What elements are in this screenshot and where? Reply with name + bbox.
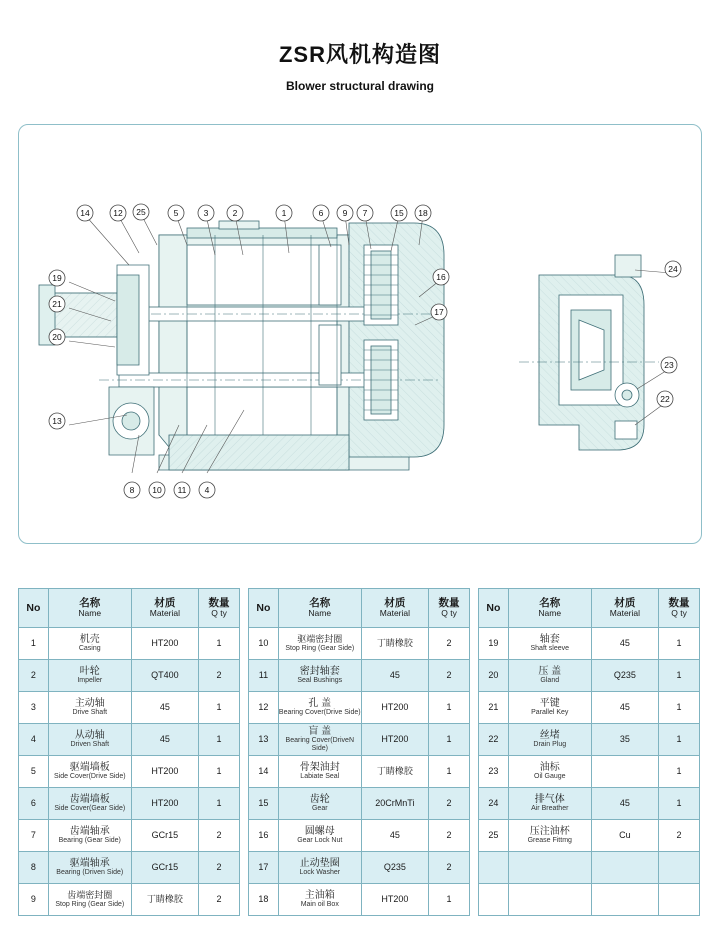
cell-name [508, 788, 591, 820]
parts-table-3 [478, 588, 700, 916]
table-header-row [249, 589, 470, 628]
cell-name-cn: 叶轮 [79, 665, 100, 677]
callout-label-9: 9 [342, 208, 348, 219]
callout-label-7: 7 [362, 208, 368, 219]
table-row [479, 724, 700, 756]
cell-name [48, 660, 131, 692]
callout-label-1: 1 [281, 208, 287, 219]
callout-label-22: 22 [660, 394, 670, 405]
cell-material: HT200 [361, 692, 428, 724]
cell-material: 45 [131, 692, 198, 724]
cell-no: 14 [249, 756, 279, 788]
cell-name [278, 820, 361, 852]
cell-material: HT200 [361, 884, 428, 916]
cell-qty [659, 852, 700, 884]
cell-no: 12 [249, 692, 279, 724]
col-name: 名称 Name [48, 589, 131, 628]
table-row [19, 852, 240, 884]
cell-qty: 1 [659, 692, 700, 724]
cell-material: 20CrMnTi [361, 788, 428, 820]
callout-label-6: 6 [318, 208, 324, 219]
table-row [249, 692, 470, 724]
cell-qty: 1 [659, 628, 700, 660]
cell-qty: 1 [659, 756, 700, 788]
cell-name [48, 884, 131, 916]
cell-material: GCr15 [131, 852, 198, 884]
table-row [19, 756, 240, 788]
cell-name [278, 852, 361, 884]
cell-name-cn: 齿端密封圈 [67, 890, 113, 901]
cell-no: 13 [249, 724, 279, 756]
table-row [249, 660, 470, 692]
table-row [19, 692, 240, 724]
cell-qty: 1 [659, 660, 700, 692]
cell-name-en: Side Cover(Gear Side) [54, 805, 126, 813]
cell-name-cn: 平键 [539, 697, 560, 709]
table-row [19, 788, 240, 820]
cell-name [508, 660, 591, 692]
cell-qty: 2 [429, 628, 470, 660]
cell-name-en: Seal Bushings [297, 677, 343, 685]
cell-qty: 2 [199, 660, 240, 692]
cell-material: 丁睛橡胶 [361, 628, 428, 660]
cell-material [591, 852, 658, 884]
col-no: No [479, 589, 509, 628]
cell-material: HT200 [361, 724, 428, 756]
cell-qty: 2 [659, 820, 700, 852]
cell-name-cn: 油标 [539, 761, 560, 773]
table-row [479, 628, 700, 660]
table-header-row [479, 589, 700, 628]
cell-name [278, 660, 361, 692]
table-row [479, 756, 700, 788]
cell-name-cn: 孔 盖 [308, 697, 332, 709]
cell-no: 21 [479, 692, 509, 724]
cell-material: GCr15 [131, 820, 198, 852]
cell-name [278, 884, 361, 916]
cell-no: 16 [249, 820, 279, 852]
cell-name [508, 756, 591, 788]
table-header-row [19, 589, 240, 628]
cell-name [48, 788, 131, 820]
cell-name-cn: 止动垫圈 [299, 857, 340, 869]
cell-material: 45 [591, 692, 658, 724]
cell-name-en: Lock Washer [299, 869, 341, 877]
col-no: No [249, 589, 279, 628]
cell-qty: 1 [199, 692, 240, 724]
cell-qty: 1 [429, 724, 470, 756]
cell-name-en: Stop Ring (Gear Side) [55, 900, 125, 908]
table-row [249, 724, 470, 756]
cell-qty: 2 [199, 884, 240, 916]
callout-label-8: 8 [129, 485, 135, 496]
cell-name [48, 692, 131, 724]
table-row [479, 788, 700, 820]
cell-name-en: Air Breather [531, 805, 569, 813]
table-row [479, 692, 700, 724]
cell-name-cn: 圆螺母 [304, 825, 335, 837]
cell-qty: 2 [429, 820, 470, 852]
cell-name [278, 724, 361, 756]
table-row [19, 724, 240, 756]
cell-name [508, 724, 591, 756]
cell-name [48, 852, 131, 884]
col-name: 名称 Name [508, 589, 591, 628]
cell-name [48, 724, 131, 756]
cell-qty: 2 [199, 820, 240, 852]
cell-no: 1 [19, 628, 49, 660]
cell-name [48, 628, 131, 660]
cell-no: 6 [19, 788, 49, 820]
parts-list-tables [18, 588, 702, 916]
page-header [0, 0, 720, 93]
cell-name [508, 692, 591, 724]
cell-material: Q235 [361, 852, 428, 884]
cell-material: Cu [591, 820, 658, 852]
cell-name-en: Drain Plug [533, 741, 567, 749]
cell-qty: 1 [199, 756, 240, 788]
cell-name [278, 788, 361, 820]
callout-label-4: 4 [204, 485, 210, 496]
col-material: 材质 Material [361, 589, 428, 628]
col-no: No [19, 589, 49, 628]
cell-no [479, 884, 509, 916]
table-row [19, 628, 240, 660]
callout-label-25: 25 [136, 207, 146, 218]
cell-name-en: Driven Shaft [70, 741, 110, 749]
cell-no: 2 [19, 660, 49, 692]
cell-qty: 2 [429, 660, 470, 692]
callout-label-23: 23 [664, 360, 674, 371]
cell-no: 7 [19, 820, 49, 852]
cell-name [278, 756, 361, 788]
cell-qty [659, 884, 700, 916]
cell-no: 22 [479, 724, 509, 756]
cell-qty: 1 [429, 756, 470, 788]
cell-qty: 1 [429, 692, 470, 724]
callout-label-3: 3 [203, 208, 209, 219]
cell-name-en: Bearing (Gear Side) [58, 837, 121, 845]
callout-label-21: 21 [52, 299, 62, 310]
cell-no: 5 [19, 756, 49, 788]
table-row [19, 660, 240, 692]
cell-qty: 1 [429, 884, 470, 916]
cell-name [278, 628, 361, 660]
cell-name [508, 628, 591, 660]
cell-qty: 1 [199, 788, 240, 820]
callout-label-24: 24 [668, 264, 678, 275]
cell-qty: 2 [199, 852, 240, 884]
callout-label-12: 12 [113, 208, 123, 219]
cell-name-cn: 驱端轴承 [69, 857, 110, 869]
cell-no: 23 [479, 756, 509, 788]
table-row [249, 756, 470, 788]
cell-qty: 2 [429, 788, 470, 820]
cell-qty: 2 [429, 852, 470, 884]
cell-material: 45 [361, 820, 428, 852]
cell-no: 15 [249, 788, 279, 820]
cell-name-en: Main oil Box [300, 901, 339, 909]
cell-material [591, 756, 658, 788]
cell-material [591, 884, 658, 916]
drawing-frame [18, 124, 702, 544]
cell-name-en: Gear Lock Nut [297, 837, 343, 845]
cell-name-en: Casing [78, 645, 101, 653]
callout-label-18: 18 [418, 208, 428, 219]
cell-qty: 1 [199, 724, 240, 756]
cell-no: 10 [249, 628, 279, 660]
cell-name-cn: 齿轮 [309, 793, 330, 805]
callout-label-2: 2 [232, 208, 238, 219]
table-row [479, 852, 700, 884]
cell-name-en: Drive Shaft [72, 709, 108, 717]
cell-qty: 1 [199, 628, 240, 660]
cell-name-cn: 从动轴 [74, 729, 105, 741]
cell-no [479, 852, 509, 884]
cell-no: 25 [479, 820, 509, 852]
cell-qty: 1 [659, 724, 700, 756]
cell-no: 20 [479, 660, 509, 692]
col-qty: 数量 Q ty [429, 589, 470, 628]
cell-name-en: Impeller [77, 677, 103, 685]
cell-name-en: Oil Gauge [534, 773, 566, 781]
cell-no: 11 [249, 660, 279, 692]
cell-name-en: Grease Fittmg [527, 837, 572, 845]
table-row [479, 820, 700, 852]
table-row [479, 884, 700, 916]
cell-name-cn: 盲 盖 [308, 725, 332, 737]
cell-no: 18 [249, 884, 279, 916]
callout-label-19: 19 [52, 273, 62, 284]
cell-name-cn: 骨架油封 [299, 761, 340, 773]
cell-name-cn: 丝堵 [539, 729, 560, 741]
col-qty: 数量 Q ty [659, 589, 700, 628]
table-row [249, 628, 470, 660]
cell-name-cn: 机壳 [79, 633, 100, 645]
cell-material: QT400 [131, 660, 198, 692]
table-row [479, 660, 700, 692]
cell-no: 3 [19, 692, 49, 724]
callout-label-10: 10 [152, 485, 162, 496]
cell-no: 9 [19, 884, 49, 916]
cell-no: 8 [19, 852, 49, 884]
table-row [249, 788, 470, 820]
cell-name-en: Gear [311, 805, 328, 813]
cell-material: 丁睛橡胶 [131, 884, 198, 916]
cell-name-cn: 密封轴套 [299, 665, 340, 677]
cell-name [508, 820, 591, 852]
callout-label-16: 16 [436, 272, 446, 283]
cell-name-cn: 主动轴 [74, 697, 105, 709]
cell-name-en: Shaft sleeve [530, 645, 570, 653]
col-qty: 数量 Q ty [199, 589, 240, 628]
cell-material: 45 [131, 724, 198, 756]
page-title-en: Blower structural drawing [285, 79, 435, 93]
callout-label-20: 20 [52, 332, 62, 343]
cell-name-cn: 压注油杯 [529, 825, 570, 837]
cell-material: 45 [361, 660, 428, 692]
cell-name-en: Parallel Key [531, 709, 569, 717]
cell-name-cn: 排气体 [534, 793, 565, 805]
cell-name-en: Gland [540, 677, 560, 685]
cell-no: 4 [19, 724, 49, 756]
cell-name-cn: 驱端墙板 [69, 761, 110, 773]
cell-name-cn: 齿端轴承 [69, 825, 110, 837]
table-row [249, 852, 470, 884]
col-name: 名称 Name [278, 589, 361, 628]
callout-label-17: 17 [434, 307, 444, 318]
cell-no: 17 [249, 852, 279, 884]
table-row [249, 820, 470, 852]
cell-material: 45 [591, 628, 658, 660]
cell-material: Q235 [591, 660, 658, 692]
cell-name [48, 820, 131, 852]
parts-table-2 [248, 588, 470, 916]
cell-name-cn: 驱端密封圈 [297, 634, 343, 645]
parts-table-1 [18, 588, 240, 916]
cell-name [508, 884, 591, 916]
col-material: 材质 Material [131, 589, 198, 628]
table-row [19, 820, 240, 852]
callout-label-13: 13 [52, 416, 62, 427]
cell-name-en: Bearing (Driven Side) [56, 869, 124, 877]
cell-no: 19 [479, 628, 509, 660]
cell-name-cn: 主油箱 [304, 889, 335, 901]
cell-material: 35 [591, 724, 658, 756]
callout-label-11: 11 [177, 485, 187, 496]
cell-material: HT200 [131, 756, 198, 788]
cell-name-en: Bearing Cover(Drive Side) [278, 709, 361, 717]
cell-name-en: Stop Ring (Gear Side) [285, 644, 355, 652]
cell-name-en: Bearing Cover(DriveN Side) [285, 737, 354, 753]
cell-name [48, 756, 131, 788]
table-row [19, 884, 240, 916]
cell-name-cn: 齿端墙板 [69, 793, 110, 805]
cell-name-en: Side Cover(Drive Side) [53, 773, 126, 781]
col-material: 材质 Material [591, 589, 658, 628]
table-row [249, 884, 470, 916]
callout-label-14: 14 [80, 208, 90, 219]
cell-name-cn: 压 盖 [538, 665, 562, 677]
cell-material: HT200 [131, 788, 198, 820]
cell-material: HT200 [131, 628, 198, 660]
callout-label-15: 15 [394, 208, 404, 219]
cell-name-en: Labiate Seal [300, 773, 340, 781]
cell-material: 丁睛橡胶 [361, 756, 428, 788]
cell-name-cn: 轴套 [539, 633, 560, 645]
blower-cross-section-svg [19, 125, 701, 543]
cell-name [278, 692, 361, 724]
cell-material: 45 [591, 788, 658, 820]
cell-qty: 1 [659, 788, 700, 820]
callout-label-5: 5 [173, 208, 179, 219]
page-title-cn: ZSR风机构造图 [278, 42, 441, 67]
cell-name [508, 852, 591, 884]
cell-no: 24 [479, 788, 509, 820]
